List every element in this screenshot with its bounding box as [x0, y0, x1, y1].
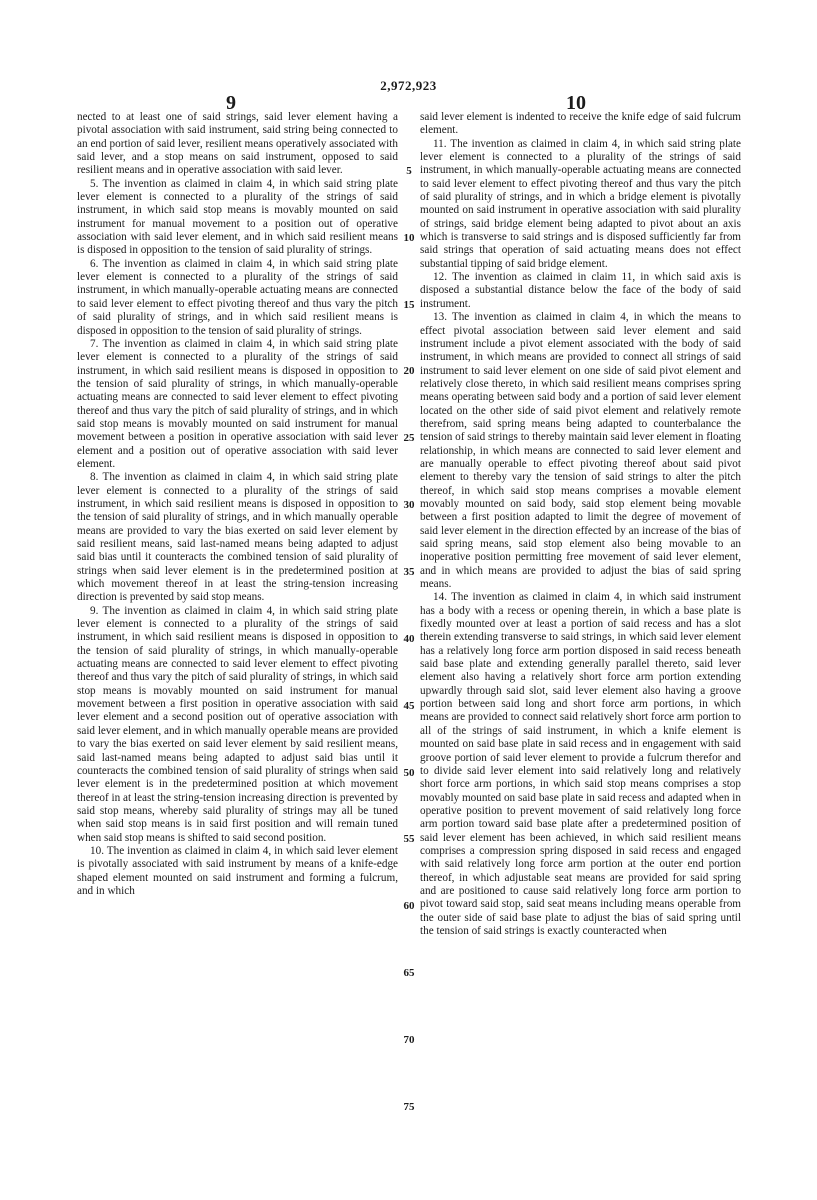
line-number: 5: [406, 165, 412, 177]
paragraph: 6. The invention as claimed in claim 4, in which said string plate lever element is connected to a plurality of the strings of said instrument, in which manually-operable actuating means are connected to said lever element to effect pivoting thereof and thus vary the pitch of said plurality of strings, and in which said resilient means is disposed in opposition to the tension of said plurality of strings.: [77, 257, 398, 337]
line-number: 50: [403, 767, 415, 779]
line-number: 55: [403, 833, 415, 845]
paragraph: nected to at least one of said strings, said lever element having a pivotal association with said instrument, said string being connected to an end portion of said lever, resilient means operatively associated with said lever, and a stop means on said instrument, opposed to said resilient means and in operative association with said lever.: [77, 111, 398, 177]
line-number: 75: [403, 1101, 415, 1113]
line-number: 45: [403, 700, 415, 712]
paragraph: said lever element is indented to receive the knife edge of said fulcrum element.: [420, 111, 741, 137]
line-number: 70: [403, 1034, 415, 1046]
paragraph: 14. The invention as claimed in claim 4, in which said instrument has a body with a recess or opening therein, in which a base plate is fixedly mounted over at least a portion of said recess and has a slot therein extending transverse to said strings, in which said lever element has a relatively long force arm portion disposed in said recess beneath said base plate and extending generally parallel thereto, said lever element also having a relatively short force arm portion extending upwardly through said slot, said lever element also having a groove portion between said long and short force arm portions, in which means are provided to connect said relatively short force arm portion to all of the strings of said instrument, in which a knife element is mounted on said base plate in said recess and in engagement with said groove portion of said lever element to provide a fulcrum therefor and to divide said lever element into said relatively long and relatively short force arm portions, in which said stop means comprises a stop movably mounted on said base plate in said recess and adapted when in operative position to prevent movement of said relatively long force arm portion toward said base plate after a predetermined position of said lever element has been achieved, in which said resilient means comprises a compression spring disposed in said recess and engaged with said relatively long force arm portion at the outer end portion thereof, in which adjustable seat means are provided for said spring and are positioned to cause said relatively long force arm portion to pivot toward said stop, said seat means including means operable from the outer side of said base plate to adjust the bias of said spring until the tension of said strings is exactly counteracted when: [420, 591, 741, 937]
line-number: 20: [403, 365, 415, 377]
left-column: [77, 111, 398, 1131]
left-page-number: 9: [226, 92, 236, 114]
paragraph: 5. The invention as claimed in claim 4, in which said string plate lever element is connected to a plurality of the strings of said instrument, in which said stop means is movably mounted on said instrument for manual movement to a position out of operative association with said lever element, and in which said resilient means is disposed in opposition to the tension of said plurality of strings.: [77, 177, 398, 257]
paragraph: 8. The invention as claimed in claim 4, in which said string plate lever element is connected to a plurality of the strings of said instrument, in which said resilient means is disposed in opposition to the tension of said plurality of strings, and in which manually operable means are provided to vary the bias exerted on said lever element by said resilient means, said last-named means being adapted to adjust said bias until it counteracts the combined tension of said plurality of strings when said lever element is in the predetermined position at which movement thereof in at least the string-tension increasing direction is prevented by said stop means.: [77, 471, 398, 604]
paragraph: 7. The invention as claimed in claim 4, in which said string plate lever element is connected to a plurality of the strings of said instrument, in which said resilient means is disposed in opposition to the tension of said plurality of strings, in which manually-operable actuating means are connected to said lever element to effect pivoting thereof and thus vary the pitch of said plurality of strings, and in which said stop means is movably mounted on said instrument for manual movement between a position in operative association with said lever element and a position out of operative association with said lever element.: [77, 337, 398, 470]
right-page-number: 10: [566, 92, 586, 114]
paragraph: 9. The invention as claimed in claim 4, in which said string plate lever element is connected to a plurality of the strings of said instrument, in which said resilient means is disposed in opposition to the tension of said plurality of strings, in which manually-operable actuating means are connected to said lever element to effect pivoting thereof and thus vary the pitch of said plurality of strings, in which said stop means is movably mounted on said instrument for manual movement between a first position in operative association with said lever element and a second position out of operative association with said lever element, and in which manually operable means are provided to vary the bias exerted on said lever element by said resilient means, said last-named means being adapted to adjust said bias until it counteracts the combined tension of said plurality of strings when said lever element is in the predetermined position at which movement thereof in at least the string-tension increasing direction is prevented by said stop means, whereby said plurality of strings may all be tuned when said stop means is in said first position and will remain tuned when said stop means is shifted to said second position.: [77, 604, 398, 844]
line-number: 60: [403, 900, 415, 912]
line-number: 30: [403, 499, 415, 511]
right-column: [420, 111, 741, 1131]
paragraph: 12. The invention as claimed in claim 11, in which said axis is disposed a substantial distance below the face of the body of said instrument.: [420, 271, 741, 310]
line-number: 10: [403, 232, 415, 244]
line-number: 25: [403, 432, 415, 444]
paragraph: 10. The invention as claimed in claim 4, in which said lever element is pivotally associated with said instrument by means of a knife-edge shaped element mounted on said instrument and forming a fulcrum, and in which: [77, 844, 398, 897]
patent-number: 2,972,923: [380, 78, 437, 93]
paragraph: 13. The invention as claimed in claim 4, in which the means to effect pivotal association between said lever element and said instrument include a pivot element associated with the body of said instrument, in which means are provided to connect all strings of said instrument to said lever element on one side of said pivot element and relatively close thereto, in which said resilient means comprises spring means operating between said body and a portion of said lever element located on the other side of said pivot element and relatively remote therefrom, said spring means being adapted to counterbalance the tension of said strings to thereby maintain said lever element in floating relationship, in which means are connected to said lever element and are manually operable to effect pivoting thereof about said pivot element to thereby vary the tension of said strings to alter the pitch thereof, in which said stop means comprises a movable element movably mounted on said body, said stop element being movable between a first position adapted to limit the degree of movement of said lever element in the direction effected by an increase of the bias of said spring means, said stop element also being movable to an inoperative position permitting free movement of said lever element, and in which means are provided to adjust the bias of said spring means.: [420, 311, 741, 591]
line-number-gutter: [398, 0, 420, 1200]
line-number: 65: [403, 967, 415, 979]
line-number: 15: [403, 299, 415, 311]
line-number: 35: [403, 566, 415, 578]
paragraph: 11. The invention as claimed in claim 4, in which said string plate lever element is connected to a plurality of the strings of said instrument, in which manually-operable actuating means are connected to said lever element to effect pivoting thereof and thus vary the pitch of said plurality of strings, and in which a bridge element is pivotally mounted on said instrument in operative association with said plurality of strings, said bridge element being adapted to pivot about an axis which is transverse to said strings and is disposed sufficiently far from said strings that operation of said actuating means does not effect substantial tipping of said bridge element.: [420, 137, 741, 270]
line-number: 40: [403, 633, 415, 645]
